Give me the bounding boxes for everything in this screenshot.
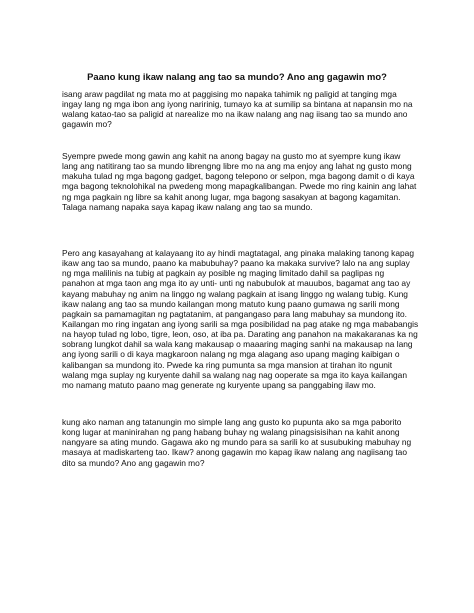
text-line: kung ako naman ang tatanungin mo simple lang ang gusto ko pupunta ako sa mga paborito (62, 417, 402, 427)
text-line: ingay lang ng mga ibon ang iyong naririnig, tumayo ka at sumilip sa bintana at napansin mo na (62, 99, 413, 110)
text-line: mo namang matuto paano mag generate ng kuryente upang sa panggabing ilaw mo. (62, 379, 376, 390)
paragraph-2 (62, 151, 416, 212)
text-line: dito sa mundo? Ano ang gagawin mo? (62, 457, 205, 468)
paragraph-4 (62, 417, 411, 468)
text-line: isang araw pagdilat ng mata mo at paggising mo napaka tahimik ng paligid at tanging mga (62, 89, 397, 99)
text-line: ikaw nalang ang tao sa mundo kailangan mong matuto kung paano gumawa ng sarili mong (62, 298, 400, 309)
text-line: masaya at madiskarteng tao. Ikaw? anong gagawin mo kapag ikaw nalang ang nagiisang tao (62, 447, 407, 458)
text-line: mga bagong teknolohikal na pwedeng mong mapagkalibangan. Pwede mo ring kainin ang lahat (62, 181, 417, 192)
text-line: ng mga pagkain ng libre sa kahit anong lugar, mga bagong sasakyan at bagong kagamitan. (62, 191, 401, 202)
text-line: pagkain sa pamamagitan ng pagtatanim, at pangangaso para lang mabuhay sa mundong ito. (62, 308, 408, 319)
text-line: panahon at mga taon ang mga ito ay unti- unti ng nabubulok at mauubos, bagamat ang tao ay (62, 278, 411, 289)
text-line: lang ang natitirang tao sa mundo librengng libre mo na ang ma enjoy ang lahat ng gusto mong (62, 161, 412, 172)
text-line: Talaga namang napaka saya kapag ikaw nalang ang tao sa mundo. (62, 201, 313, 212)
text-line: sobrang lungkot dahil sa wala kang makausap o maaaring maging sanhi na makausap na lang (62, 339, 413, 350)
paragraph-1 (62, 89, 413, 130)
text-line: kong lugar at maninirahan ng pang habang buhay ng walang pinagsisisihan na kahit anong (62, 427, 400, 438)
text-line: kalibangan sa mundong ito. Pwede ka ring pumunta sa mga mansion at tirahan ito ngunit (62, 359, 393, 370)
text-line: gagawin mo? (62, 119, 112, 130)
text-line: kayang mabuhay ng anim na linggo ng walang pagkain at isang linggo ng walang tubig. Kung (62, 288, 408, 299)
text-line: Kailangan mo ring ingatan ang iyong sarili sa mga posibilidad na pag atake ng mga mababangis (62, 318, 419, 329)
document-title: Paano kung ikaw nalang ang tao sa mundo? Ano ang gagawin mo? (87, 71, 387, 82)
paragraph-3 (62, 248, 418, 390)
text-line: walang katao-tao sa paligid at narealize mo na ikaw nalang ang nag iisang tao sa mundo ano (62, 109, 408, 120)
text-line: nangyare sa ating mundo. Gagawa ako ng mundo para sa sarili ko at susubuking mabuhay ng (62, 437, 412, 448)
text-line: ikaw ang tao sa mundo, paano ka mabubuhay? paano ka makaka survive? lalo na ang suplay (62, 258, 410, 269)
text-line: ng mga malilinis na tubig at pagkain ay posible ng maging limitado dahil sa paglipas ng (62, 268, 385, 279)
text-line: walang mga suplay ng kuryente dahil sa walang nag nag ooperate sa mga ito kaya kailangan (62, 369, 407, 380)
text-line: na hayop tulad ng lobo, tigre, leon, oso, at iba pa. Darating ang panahon na makakaranas ka ng (62, 329, 418, 340)
text-line: ang iyong sarili o di kaya magkaroon nalang ng mga alagang aso upang maging kaibigan o (62, 349, 400, 360)
text-line: Pero ang kasayahang at kalayaang ito ay hindi magtatagal, ang pinaka malaking tanong kapag (62, 248, 414, 258)
text-line: Syempre pwede mong gawin ang kahit na anong bagay na gusto mo at syempre kung ikaw (62, 151, 401, 161)
text-line: makuha tulad ng mga bagong gadget, bagong telepono or selpon, mga bagong damit o di kaya (62, 171, 415, 182)
